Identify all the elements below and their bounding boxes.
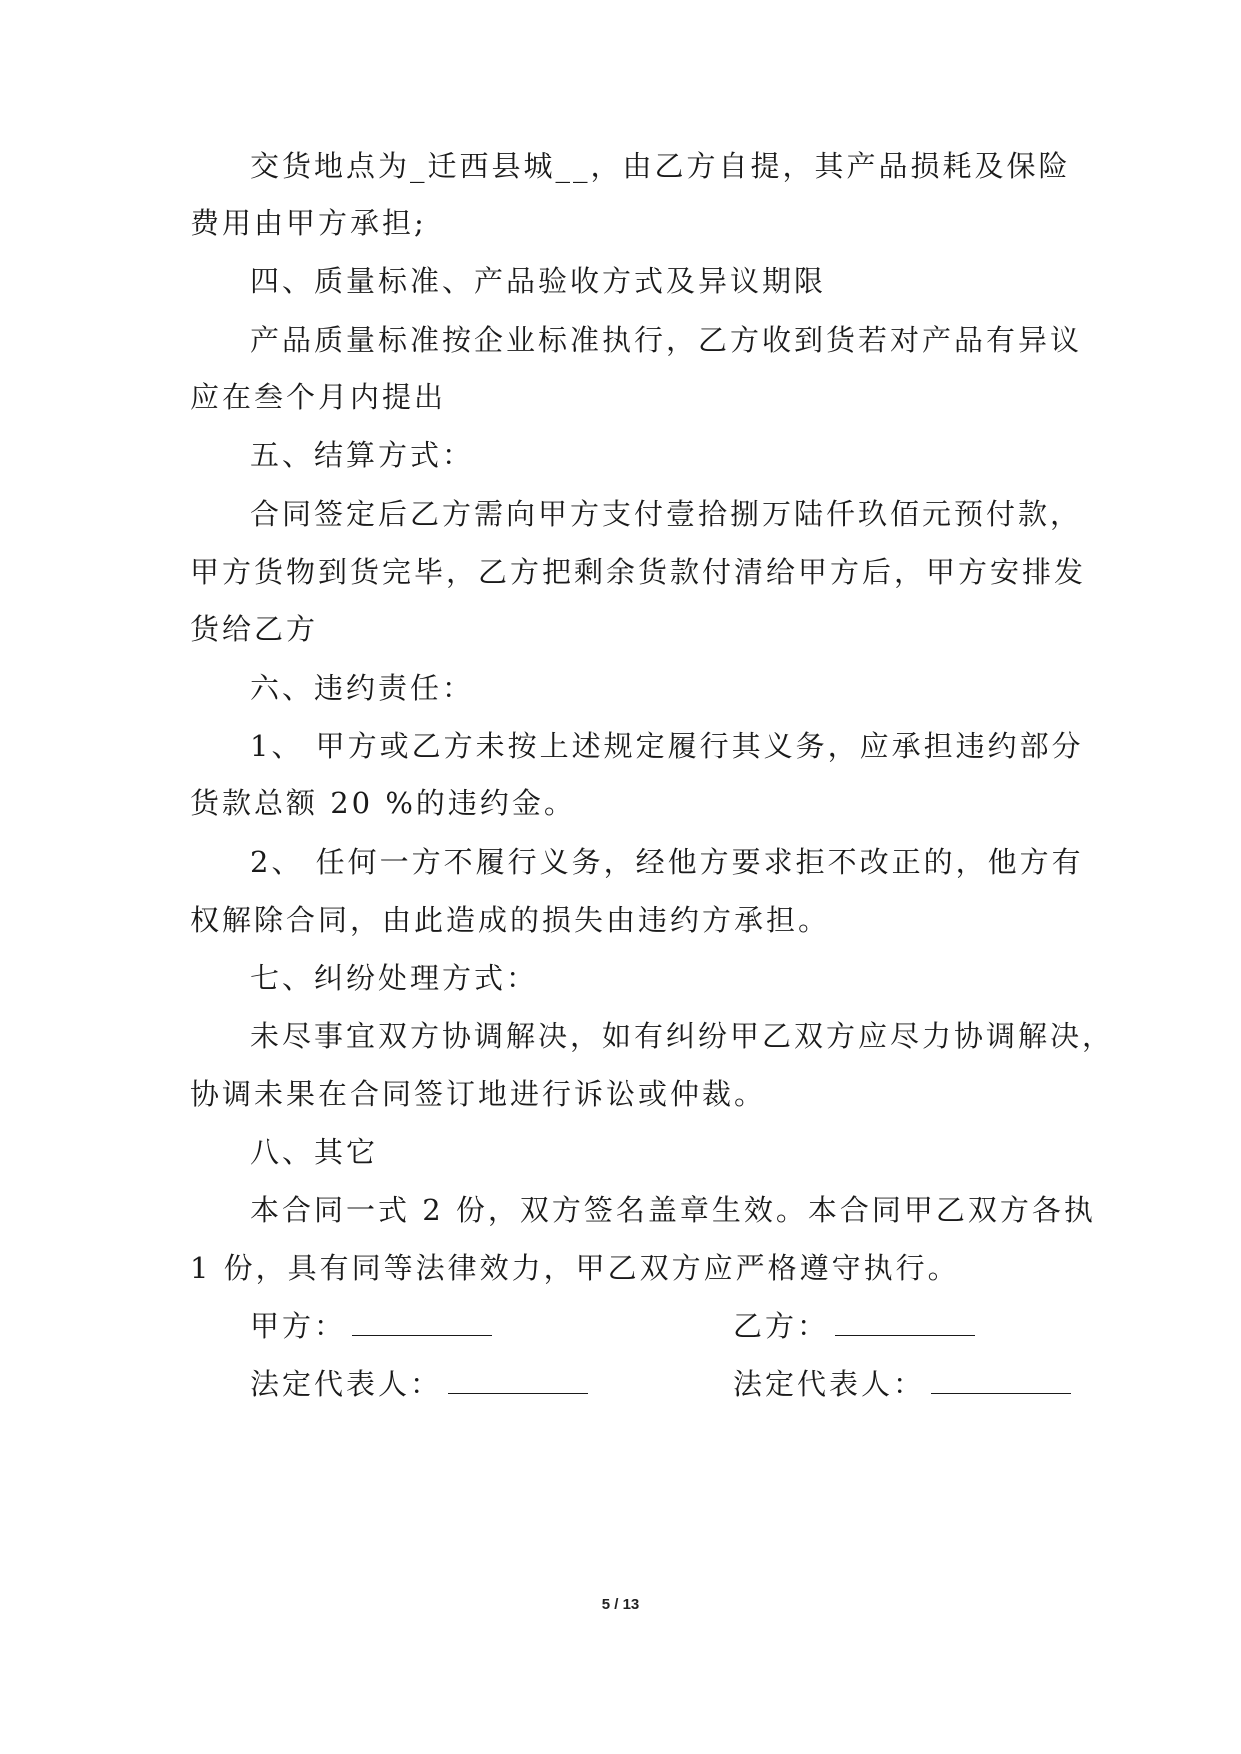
paragraph-line: 交货地点为_迁西县城__，由乙方自提，其产品损耗及保险 bbox=[250, 149, 1071, 183]
rep-a-label: 法定代表人： bbox=[250, 1367, 443, 1401]
section-heading: 四、质量标准、产品验收方式及异议期限 bbox=[250, 264, 827, 298]
list-item: 2、 任何一方不履行义务，经他方要求拒不改正的，他方有 bbox=[250, 845, 1084, 879]
signature-blank bbox=[448, 1367, 588, 1394]
paragraph-line: 权解除合同，由此造成的损失由违约方承担。 bbox=[190, 903, 831, 937]
signature-blank bbox=[352, 1309, 492, 1336]
paragraph-line: 产品质量标准按企业标准执行，乙方收到货若对产品有异议 bbox=[250, 323, 1083, 357]
list-item: 1、 甲方或乙方未按上述规定履行其义务，应承担违约部分 bbox=[250, 729, 1084, 763]
section-heading: 五、结算方式： bbox=[250, 438, 475, 472]
signature-blank bbox=[931, 1367, 1071, 1394]
paragraph-line: 费用由甲方承担; bbox=[190, 206, 427, 240]
page-number: 5 / 13 bbox=[601, 1596, 640, 1613]
paragraph-line: 本合同一式 2 份，双方签名盖章生效。本合同甲乙双方各执 bbox=[250, 1193, 1096, 1227]
section-heading: 七、纠纷处理方式： bbox=[250, 961, 539, 995]
paragraph-line: 甲方货物到货完毕，乙方把剩余货款付清给甲方后，甲方安排发 bbox=[190, 555, 1087, 589]
paragraph-line: 1 份，具有同等法律效力，甲乙双方应严格遵守执行。 bbox=[190, 1251, 960, 1285]
paragraph-line: 货给乙方 bbox=[190, 612, 319, 646]
paragraph-line: 协调未果在合同签订地进行诉讼或仲裁。 bbox=[190, 1077, 767, 1111]
paragraph-line: 应在叁个月内提出 bbox=[190, 380, 447, 414]
party-a-signature bbox=[250, 1306, 492, 1346]
section-heading: 八、其它 bbox=[250, 1135, 379, 1169]
signature-blank bbox=[835, 1309, 975, 1336]
paragraph-line: 未尽事宜双方协调解决，如有纠纷甲乙双方应尽力协调解决， bbox=[250, 1019, 1115, 1053]
paragraph-line: 货款总额 20 %的违约金。 bbox=[190, 786, 576, 820]
party-b-signature bbox=[733, 1306, 975, 1346]
party-b-representative bbox=[733, 1364, 1071, 1404]
rep-b-label: 法定代表人： bbox=[733, 1367, 926, 1401]
party-a-label: 甲方： bbox=[250, 1309, 347, 1343]
section-heading: 六、违约责任： bbox=[250, 671, 475, 705]
party-b-label: 乙方： bbox=[733, 1309, 830, 1343]
paragraph-line: 合同签定后乙方需向甲方支付壹拾捌万陆仟玖佰元预付款， bbox=[250, 497, 1083, 531]
party-a-representative bbox=[250, 1364, 588, 1404]
